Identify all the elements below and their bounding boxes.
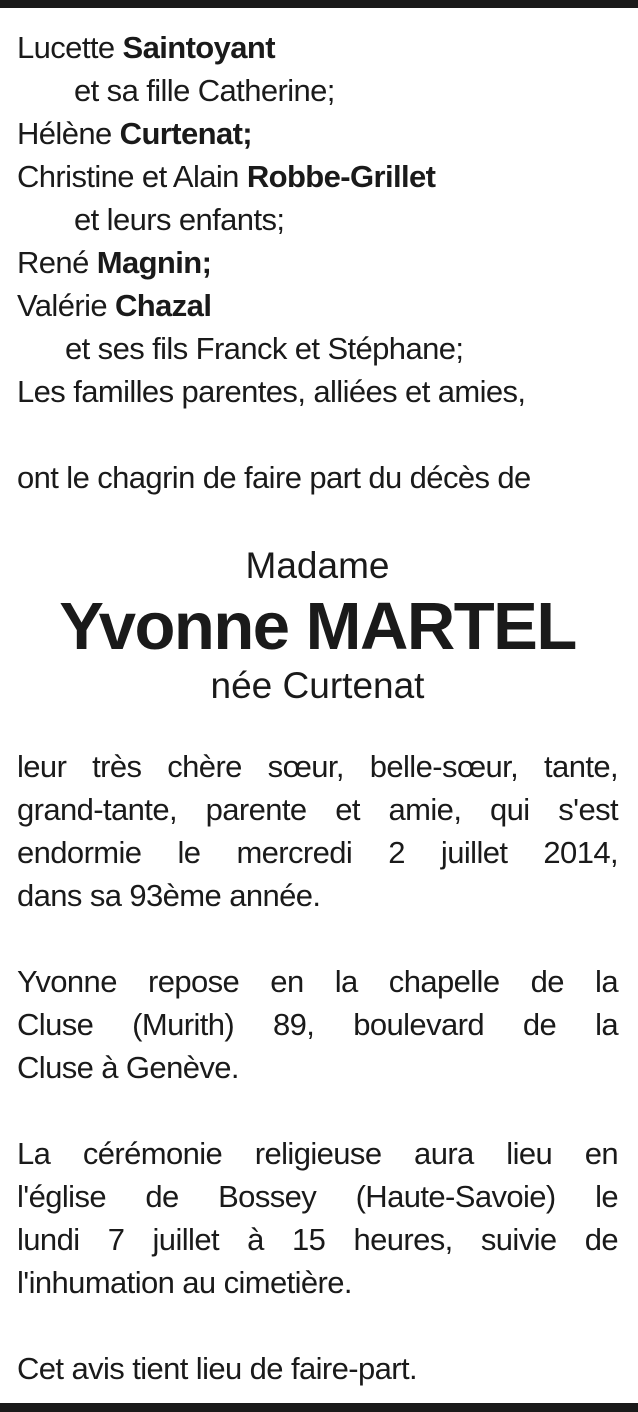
family-line-rene (17, 241, 618, 284)
paragraph-line: leur très chère sœur, belle-sœur, tante, (17, 749, 618, 784)
family-line-fils: et ses fils Franck et Stéphane; (65, 331, 464, 366)
paragraph-repose (17, 960, 618, 1089)
paragraph-line: l'église de Bossey (Haute-Savoie) le (17, 1179, 618, 1214)
family-first-name: René (17, 245, 89, 280)
paragraph-line: Yvonne repose en la chapelle de la (17, 964, 618, 999)
bottom-border-rule (0, 1403, 638, 1412)
paragraph-line: endormie le mercredi 2 juillet 2014, (17, 835, 618, 870)
deceased-maiden-name: née Curtenat (210, 665, 425, 706)
family-line-valerie (17, 284, 618, 327)
family-list (17, 26, 618, 413)
paragraph-line: l'inhumation au cimetière. (17, 1265, 352, 1300)
deceased-name: Yvonne MARTEL (59, 589, 576, 664)
family-first-name: Lucette (17, 30, 115, 65)
spacer (17, 413, 618, 456)
family-line-enfants: et leurs enfants; (74, 202, 285, 237)
paragraph-line: Cet avis tient lieu de faire-part. (17, 1351, 418, 1386)
paragraph-relationship (17, 745, 618, 917)
paragraph-line: Cluse à Genève. (17, 1050, 239, 1085)
paragraph-line: grand-tante, parente et amie, qui s'est (17, 792, 618, 827)
family-line-familles: Les familles parentes, alliées et amies, (17, 374, 526, 409)
family-line-christine-alain (17, 155, 618, 198)
paragraph-ceremony (17, 1132, 618, 1304)
paragraph-line: Cluse (Murith) 89, boulevard de la (17, 1007, 618, 1042)
family-last-name: Saintoyant (122, 30, 275, 65)
family-last-name: Chazal (115, 288, 212, 323)
family-last-name: Robbe-Grillet (246, 159, 436, 194)
family-first-name: Hélène (17, 116, 112, 151)
top-border-rule (0, 0, 638, 8)
family-line-helene (17, 112, 618, 155)
family-first-name: Christine et Alain (17, 159, 239, 194)
paragraph-closing (17, 1347, 618, 1390)
paragraph-line: La cérémonie religieuse aura lieu en (17, 1136, 618, 1171)
family-line-lucette (17, 26, 618, 69)
family-last-name: Magnin; (96, 245, 212, 280)
family-line-catherine: et sa fille Catherine; (74, 73, 335, 108)
family-first-name: Valérie (17, 288, 107, 323)
deceased-title: Madame (245, 545, 390, 586)
paragraph-line: lundi 7 juillet à 15 heures, suivie de (17, 1222, 618, 1257)
announcement-text: ont le chagrin de faire part du décès de (17, 460, 531, 495)
paragraph-line: dans sa 93ème année. (17, 878, 321, 913)
deceased-heading (17, 543, 618, 709)
family-last-name: Curtenat; (119, 116, 253, 151)
obituary-notice (17, 26, 618, 1390)
